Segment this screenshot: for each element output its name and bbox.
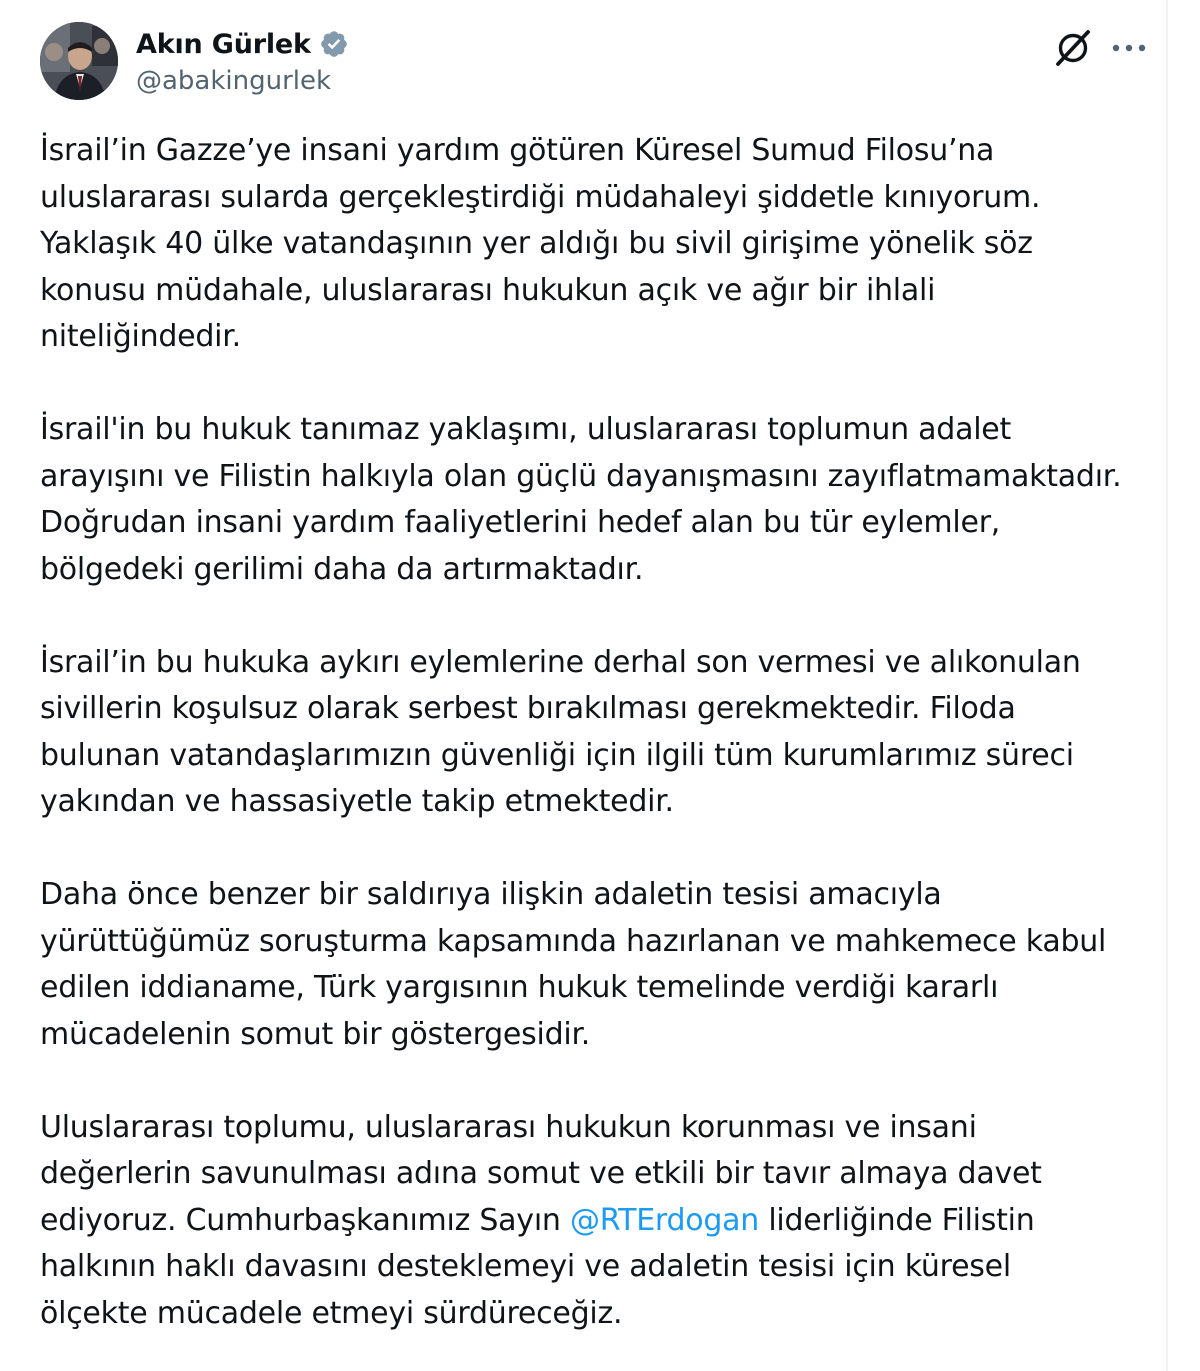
grok-icon[interactable] — [1050, 24, 1096, 70]
tweet-paragraphs — [40, 128, 1150, 1198]
mention-link[interactable]: @RTErdogan — [569, 1202, 760, 1238]
tweet-line: uluslararası sularda gerçekleştirdiği müdahaleyi şiddetle kınıyorum. — [40, 179, 1041, 215]
tweet-line: konusu müdahale, uluslararası hukukun açık ve ağır bir ihlali — [40, 272, 936, 308]
tweet-header — [40, 22, 1150, 102]
tweet-line: yakından ve hassasiyetle takip etmektedir. — [40, 784, 674, 819]
tweet-line-mention — [40, 1198, 1150, 1245]
tweet-line: arayışını ve Filistin halkıyla olan güçlü dayanışmasını zayıflatmamaktadır. — [40, 458, 1122, 494]
tweet-line: edilen iddianame, Türk yargısının hukuk temelinde verdiği kararlı — [40, 970, 999, 1005]
tweet-line: bulunan vatandaşlarımızın güvenliği için ilgili tüm kurumlarımız süreci — [40, 737, 1074, 773]
paragraph-gap — [40, 1058, 1150, 1105]
tweet-line: değerlerin savunulması adına somut ve etkili bir tavır almaya davet — [40, 1156, 1042, 1191]
name-row — [136, 24, 349, 64]
avatar-photo-icon — [40, 22, 118, 100]
tweet-line: Daha önce benzer bir saldırıya ilişkin adaletin tesisi amacıyla — [40, 877, 942, 912]
mention-suffix: liderliğinde Filistin — [759, 1202, 1035, 1238]
display-name[interactable]: Akın Gürlek — [136, 28, 311, 60]
more-options-icon[interactable] — [1106, 24, 1152, 70]
tweet-line: mücadelenin somut bir göstergesidir. — [40, 1016, 591, 1052]
paragraph-gap — [40, 826, 1150, 873]
paragraph-gap — [40, 361, 1150, 408]
tweet-line: yürüttüğümüz soruşturma kapsamında hazırlanan ve mahkemece kabul — [40, 923, 1107, 959]
mention-prefix: ediyoruz. Cumhurbaşkanımız Sayın — [40, 1202, 570, 1238]
tweet-line: ölçekte mücadele etmeyi sürdüreceğiz. — [40, 1295, 623, 1331]
tweet-line: niteliğindedir. — [40, 319, 241, 354]
tweet-text — [40, 128, 1150, 1337]
tweet-line: halkının haklı davasını desteklemeyi ve adaletin tesisi için küresel — [40, 1249, 1011, 1284]
user-handle[interactable]: @abakingurlek — [136, 66, 332, 96]
tweet-line: İsrail’in bu hukuka aykırı eylemlerine derhal son vermesi ve alıkonulan — [40, 644, 1081, 680]
tweet-line: Doğrudan insani yardım faaliyetlerini hedef alan bu tür eylemler, — [40, 505, 1001, 540]
paragraph-gap — [40, 593, 1150, 640]
tweet-line: sivillerin koşulsuz olarak serbest bırakılması gerekmektedir. Filoda — [40, 691, 1016, 726]
tweet-line: İsrail'in bu hukuk tanımaz yaklaşımı, uluslararası toplumun adalet — [40, 412, 1012, 447]
avatar[interactable] — [40, 22, 118, 100]
verified-badge-icon[interactable] — [319, 29, 349, 59]
tweet-line: Yaklaşık 40 ülke vatandaşının yer aldığı bu sivil girişime yönelik söz — [40, 226, 1033, 261]
tweet-closing-lines — [40, 1244, 1150, 1337]
tweet-line: İsrail’in Gazze’ye insani yardım götüren Küresel Sumud Filosu’na — [40, 133, 995, 168]
tweet-line: Uluslararası toplumu, uluslararası hukukun korunması ve insani — [40, 1109, 977, 1145]
tweet-line: bölgedeki gerilimi daha da artırmaktadır. — [40, 551, 644, 587]
